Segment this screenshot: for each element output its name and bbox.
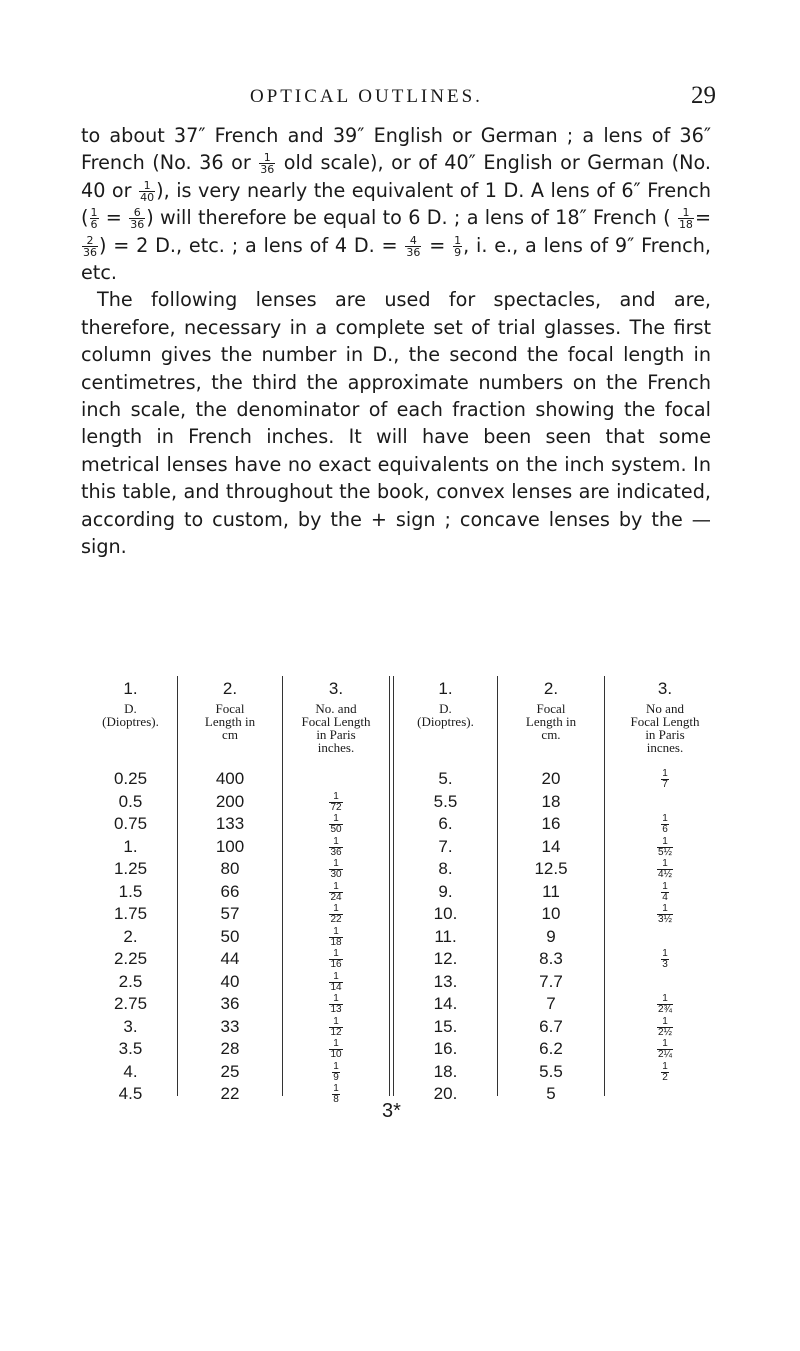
table-cell: 5.5 [539, 1061, 563, 1081]
column-heading-line: cm [222, 727, 238, 742]
table-cell: 5. [438, 769, 453, 788]
table-cell: 3. [123, 1016, 138, 1036]
column-heading-line: Focal Length [630, 714, 700, 729]
cell-fraction: $\frac{1}{7}$ [662, 768, 668, 791]
cell-fraction: $\frac{1}{\text{4½}}$ [658, 858, 672, 881]
page-number: 29 [691, 82, 716, 109]
column-heading-line: in Paris [645, 727, 685, 742]
table-cell [283, 813, 389, 836]
column-number: 2. [222, 679, 238, 698]
table-cell [283, 858, 389, 881]
cell-fraction: $\frac{1}{\text{2¼}}$ [658, 1038, 672, 1061]
table-column-5 [498, 676, 604, 1106]
table-cell: 5.5 [433, 791, 458, 811]
page-header [0, 78, 800, 112]
table-cell: 9. [438, 881, 453, 901]
column-heading [394, 702, 497, 768]
column-heading-line: in Paris [316, 727, 356, 742]
table-cell [283, 926, 389, 949]
table-cell: 33 [220, 1016, 240, 1036]
lens-table [84, 676, 736, 1106]
cell-fraction: $\frac{1}{18}$ [330, 925, 342, 948]
table-cell: 133 [215, 814, 245, 833]
column-heading [84, 702, 177, 768]
column-number: 3. [328, 679, 344, 698]
table-cell: 4.5 [118, 1084, 143, 1103]
cell-fraction: $\frac{1}{36}$ [330, 835, 342, 858]
table-cell [605, 881, 725, 904]
cell-fraction: $\frac{1}{10}$ [330, 1038, 342, 1061]
table-cell [605, 971, 725, 994]
column-heading-line: Focal Length [301, 714, 371, 729]
table-cell: 1.5 [118, 881, 143, 901]
table-cell: 44 [220, 949, 240, 968]
table-cell: 15. [433, 1016, 458, 1036]
table-cell: 6.2 [539, 1039, 563, 1058]
table-cell: 100 [215, 836, 245, 856]
table-column-2 [178, 676, 282, 1106]
column-heading-line: No. and [315, 701, 357, 716]
fraction-2: $\frac{1}{40}$ [140, 178, 155, 204]
column-heading-line: No and [646, 701, 684, 716]
table-cell [283, 993, 389, 1016]
fraction-4: $\frac{6}{36}$ [130, 206, 145, 232]
column-heading [283, 702, 389, 768]
table-cell [605, 903, 725, 926]
table-cell: 200 [215, 791, 245, 811]
table-cell [605, 926, 725, 949]
cell-fraction: $\frac{1}{16}$ [330, 948, 342, 971]
column-heading-line: incnes. [646, 740, 684, 755]
column-number: 2. [543, 679, 559, 698]
table-cell: 6. [438, 814, 453, 833]
column-heading-line: Focal [215, 701, 245, 716]
table-cell: 20 [541, 769, 561, 788]
table-column-4 [394, 676, 497, 1106]
table-cell [283, 836, 389, 859]
table-cell: 50 [220, 926, 240, 946]
cell-fraction: $\frac{1}{14}$ [330, 970, 342, 993]
column-heading-line: (Dioptres). [102, 714, 159, 729]
table-cell: 0.5 [118, 791, 143, 811]
column-number: 1. [438, 679, 453, 698]
table-cell [283, 791, 389, 814]
column-heading-line: cm. [541, 727, 561, 742]
column-heading [605, 702, 725, 768]
table-cell: 1. [123, 836, 138, 856]
column-heading-line: D. [439, 701, 452, 716]
table-cell: 80 [220, 859, 240, 878]
cell-fraction: $\frac{1}{\text{2¾}}$ [658, 993, 672, 1016]
table-cell: 9 [546, 926, 556, 946]
table-column-3 [283, 676, 389, 1106]
cell-fraction: $\frac{1}{13}$ [330, 993, 342, 1016]
column-heading-line: inches. [317, 740, 355, 755]
cell-fraction: $\frac{1}{4}$ [662, 880, 668, 903]
table-cell: 10. [433, 904, 458, 923]
column-number: 1. [123, 679, 138, 698]
table-cell: 40 [220, 971, 240, 991]
table-cell: 2.5 [118, 971, 143, 991]
cell-fraction: $\frac{1}{50}$ [330, 813, 342, 836]
table-cell [283, 1016, 389, 1039]
table-cell [283, 1061, 389, 1084]
table-cell: 13. [433, 971, 458, 991]
cell-fraction: $\frac{1}{9}$ [333, 1060, 339, 1083]
table-cell: 8.3 [539, 949, 563, 968]
table-cell: 8. [438, 859, 453, 878]
table-cell [605, 768, 725, 791]
paragraph-2: The following lenses are used for spectacles, and are, therefore, necessary in a complete set of trial glasses. The first column gives the number in D., the second the focal length in centimetres, the third the approximate numbers on the French inch scale, the denominator of each fraction showing the focal length in French inches. It will have been seen that some metrical lenses have no exact equivalents on the inch system. In this table, and throughout the book, convex lenses are indicated, according to custom, by the + sign ; concave lenses by the — sign. [81, 288, 711, 559]
table-cell: 1.25 [113, 859, 148, 878]
cell-fraction: $\frac{1}{\text{2½}}$ [658, 1015, 672, 1038]
cell-fraction: $\frac{1}{24}$ [330, 880, 342, 903]
fraction-1: $\frac{1}{36}$ [260, 151, 275, 177]
table-cell [605, 1038, 725, 1061]
cell-fraction: $\frac{1}{6}$ [662, 813, 668, 836]
table-cell: 16 [541, 814, 561, 833]
table-cell [605, 836, 725, 859]
cell-fraction: $\frac{1}{8}$ [333, 1083, 339, 1106]
body-text [81, 122, 711, 561]
table-column-6 [605, 676, 725, 1106]
table-cell: 57 [220, 904, 240, 923]
running-head: OPTICAL OUTLINES. [250, 86, 483, 107]
cell-fraction: $\frac{1}{3}$ [662, 948, 668, 971]
fraction-8: $\frac{1}{9}$ [454, 233, 462, 259]
fraction-3: $\frac{1}{6}$ [90, 206, 98, 232]
column-divider-double [389, 676, 390, 1096]
table-cell: 16. [433, 1039, 458, 1058]
table-cell [605, 1083, 725, 1106]
table-cell [283, 948, 389, 971]
cell-fraction: $\frac{1}{\text{3½}}$ [658, 903, 672, 926]
fraction-7: $\frac{4}{36}$ [406, 233, 421, 259]
table-cell: 5 [546, 1084, 556, 1103]
signature-mark: 3* [382, 1100, 401, 1122]
table-cell: 18. [433, 1061, 458, 1081]
table-cell: 14. [433, 994, 458, 1013]
table-cell: 18 [541, 791, 561, 811]
cell-fraction: $\frac{1}{12}$ [330, 1015, 342, 1038]
table-cell: 12. [433, 949, 458, 968]
table-cell: 12.5 [534, 859, 568, 878]
table-cell [283, 903, 389, 926]
table-cell [605, 1061, 725, 1084]
table-cell: 6.7 [539, 1016, 563, 1036]
column-heading-line: Length in [204, 714, 256, 729]
table-cell: 7. [438, 836, 453, 856]
table-cell [283, 971, 389, 994]
paragraph-1: to about 37″ French and 39″ English or German ; a lens of 36″ French (No. 36 or $\frac{1}{36}$ old scale), or of 40″ English or German (No. 40 or $\frac{1}{40}$ ), is very nearly the equivalent of 1 D. A lens of 6″ French ( $\frac{1}{6}$ = $\frac{6}{36}$ ) will therefore be equal to 6 D. ; a lens of 18″ French ( $\frac{1}{18}$ = $\frac{2}{36}$ ) = 2 D., etc. ; a lens of 4 D. = $\frac{4}{36}$ = $\frac{1}{9}$ , i. e., a lens of 9″ French, etc. [81, 124, 712, 285]
table-cell: 2.25 [113, 949, 148, 968]
column-heading [498, 702, 604, 768]
table-cell: 7 [546, 994, 556, 1013]
table-cell: 10 [541, 904, 561, 923]
table-cell: 25 [220, 1061, 240, 1081]
column-heading-line: D. [124, 701, 137, 716]
column-heading-line: (Dioptres). [417, 714, 474, 729]
table-cell [605, 813, 725, 836]
table-cell: 0.25 [113, 769, 148, 788]
table-cell [283, 1038, 389, 1061]
table-cell: 22 [220, 1084, 240, 1103]
column-heading-line: Focal [536, 701, 566, 716]
table-cell: 4. [123, 1061, 138, 1081]
fraction-5: $\frac{1}{18}$ [678, 206, 693, 232]
table-cell: 1.75 [113, 904, 148, 923]
table-cell: 11. [434, 926, 457, 946]
table-cell [605, 791, 725, 814]
table-cell: 400 [215, 769, 245, 788]
table-cell: 28 [220, 1039, 240, 1058]
table-cell: 14 [541, 836, 561, 856]
table-cell: 2.75 [113, 994, 148, 1013]
cell-fraction: $\frac{1}{\text{5½}}$ [658, 835, 672, 858]
column-heading-line: Length in [525, 714, 577, 729]
table-cell [605, 993, 725, 1016]
table-cell [605, 858, 725, 881]
table-cell: 66 [220, 881, 240, 901]
table-cell [283, 881, 389, 904]
fraction-6: $\frac{2}{36}$ [83, 233, 97, 259]
table-cell: 36 [220, 994, 240, 1013]
table-cell: 20. [433, 1084, 458, 1103]
table-cell: 3.5 [118, 1039, 143, 1058]
table-cell: 0.75 [113, 814, 148, 833]
cell-fraction: $\frac{1}{30}$ [330, 858, 342, 881]
cell-fraction: $\frac{1}{72}$ [330, 790, 342, 813]
table-cell: 11 [542, 881, 560, 901]
table-cell [283, 1083, 389, 1106]
column-heading [178, 702, 282, 768]
table-cell: 7.7 [539, 971, 563, 991]
cell-fraction: $\frac{1}{2}$ [662, 1060, 668, 1083]
table-cell: 2. [123, 926, 138, 946]
table-cell [605, 948, 725, 971]
column-number: 3. [657, 679, 673, 698]
table-cell [605, 1016, 725, 1039]
table-cell [283, 768, 389, 791]
table-column-1 [84, 676, 177, 1106]
cell-fraction: $\frac{1}{22}$ [330, 903, 342, 926]
